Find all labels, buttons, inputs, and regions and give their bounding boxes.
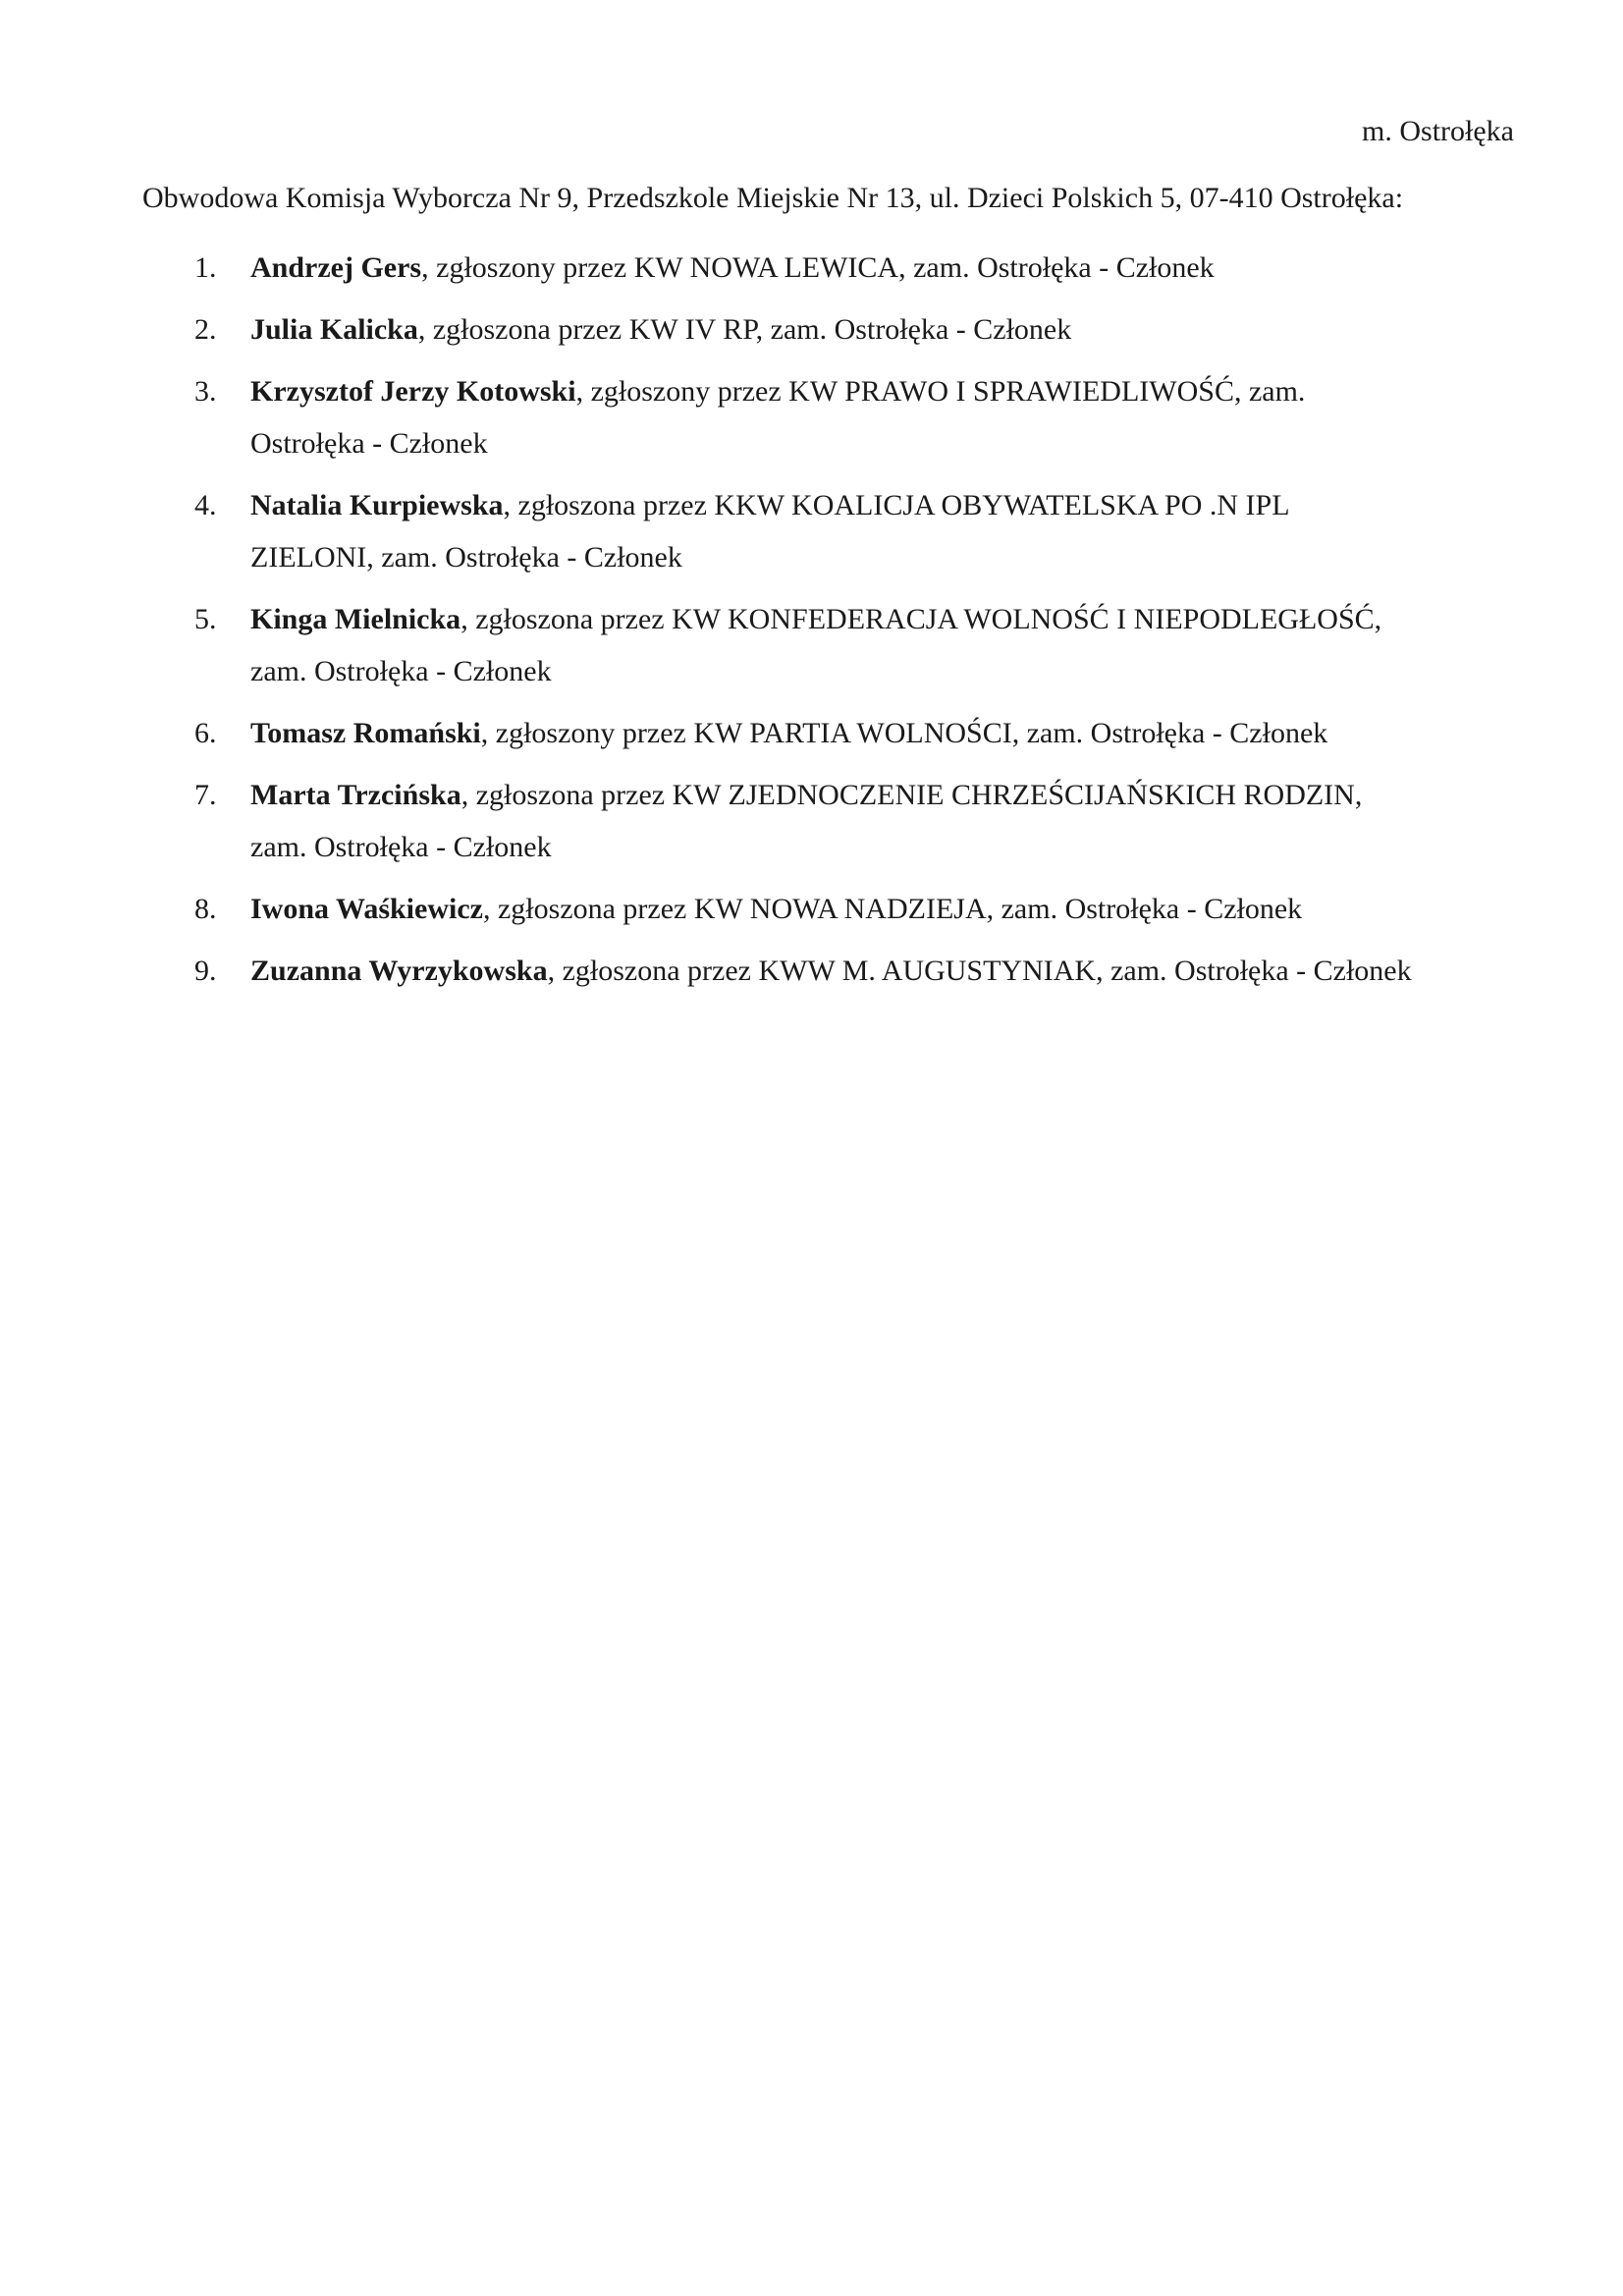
member-details: , zgłoszona przez KWW M. AUGUSTYNIAK, zam. Ostrołęka - Członek [547,955,1412,987]
member-name: Andrzej Gers [250,251,422,284]
member-number: 1. [194,251,217,284]
member-name: Kinga Mielnicka [250,603,461,635]
member-details: , zgłoszona przez KKW KOALICJA OBYWATELSKA PO .N IPL ZIELONI, zam. Ostrołęka - Członek [250,489,1289,574]
list-item [194,479,1412,583]
member-number: 3. [194,375,217,408]
member-list [194,242,1412,1007]
member-details: , zgłoszona przez KW KONFEDERACJA WOLNOŚĆ I NIEPODLEGŁOŚĆ, zam. Ostrołęka - Członek [250,603,1382,687]
list-item [194,242,1412,294]
member-number: 2. [194,313,217,346]
member-name: Zuzanna Wyrzykowska [250,955,548,987]
list-item [194,945,1412,997]
list-item [194,707,1412,759]
member-number: 6. [194,717,217,749]
list-item [194,769,1412,873]
member-details: , zgłoszony przez KW NOWA LEWICA, zam. Ostrołęka - Członek [421,251,1215,284]
member-name: Iwona Waśkiewicz [250,893,483,925]
member-details: , zgłoszona przez KW IV RP, zam. Ostrołęka - Członek [417,313,1072,346]
member-details: , zgłoszona przez KW ZJEDNOCZENIE CHRZEŚCIJAŃSKICH RODZIN, zam. Ostrołęka - Członek [250,779,1363,863]
place-header: m. Ostrołęka [1362,115,1514,147]
member-number: 9. [194,955,217,987]
list-item [194,303,1412,355]
member-details: , zgłoszony przez KW PRAWO I SPRAWIEDLIWOŚĆ, zam. Ostrołęka - Członek [250,375,1306,460]
member-details: , zgłoszony przez KW PARTIA WOLNOŚCI, zam. Ostrołęka - Członek [480,717,1328,749]
list-item [194,365,1412,469]
list-item [194,883,1412,935]
member-name: Krzysztof Jerzy Kotowski [250,375,576,408]
member-number: 8. [194,893,217,925]
member-name: Natalia Kurpiewska [250,489,504,521]
member-number: 7. [194,779,217,811]
member-number: 4. [194,489,217,521]
list-item [194,593,1412,697]
member-name: Julia Kalicka [250,313,418,346]
member-name: Tomasz Romański [250,717,481,749]
member-number: 5. [194,603,217,635]
member-name: Marta Trzcińska [250,779,461,811]
member-details: , zgłoszona przez KW NOWA NADZIEJA, zam. Ostrołęka - Członek [482,893,1303,925]
committee-title: Obwodowa Komisja Wyborcza Nr 9, Przedszkole Miejskie Nr 13, ul. Dzieci Polskich 5, 07-410 Ostrołęka: [142,182,1404,214]
